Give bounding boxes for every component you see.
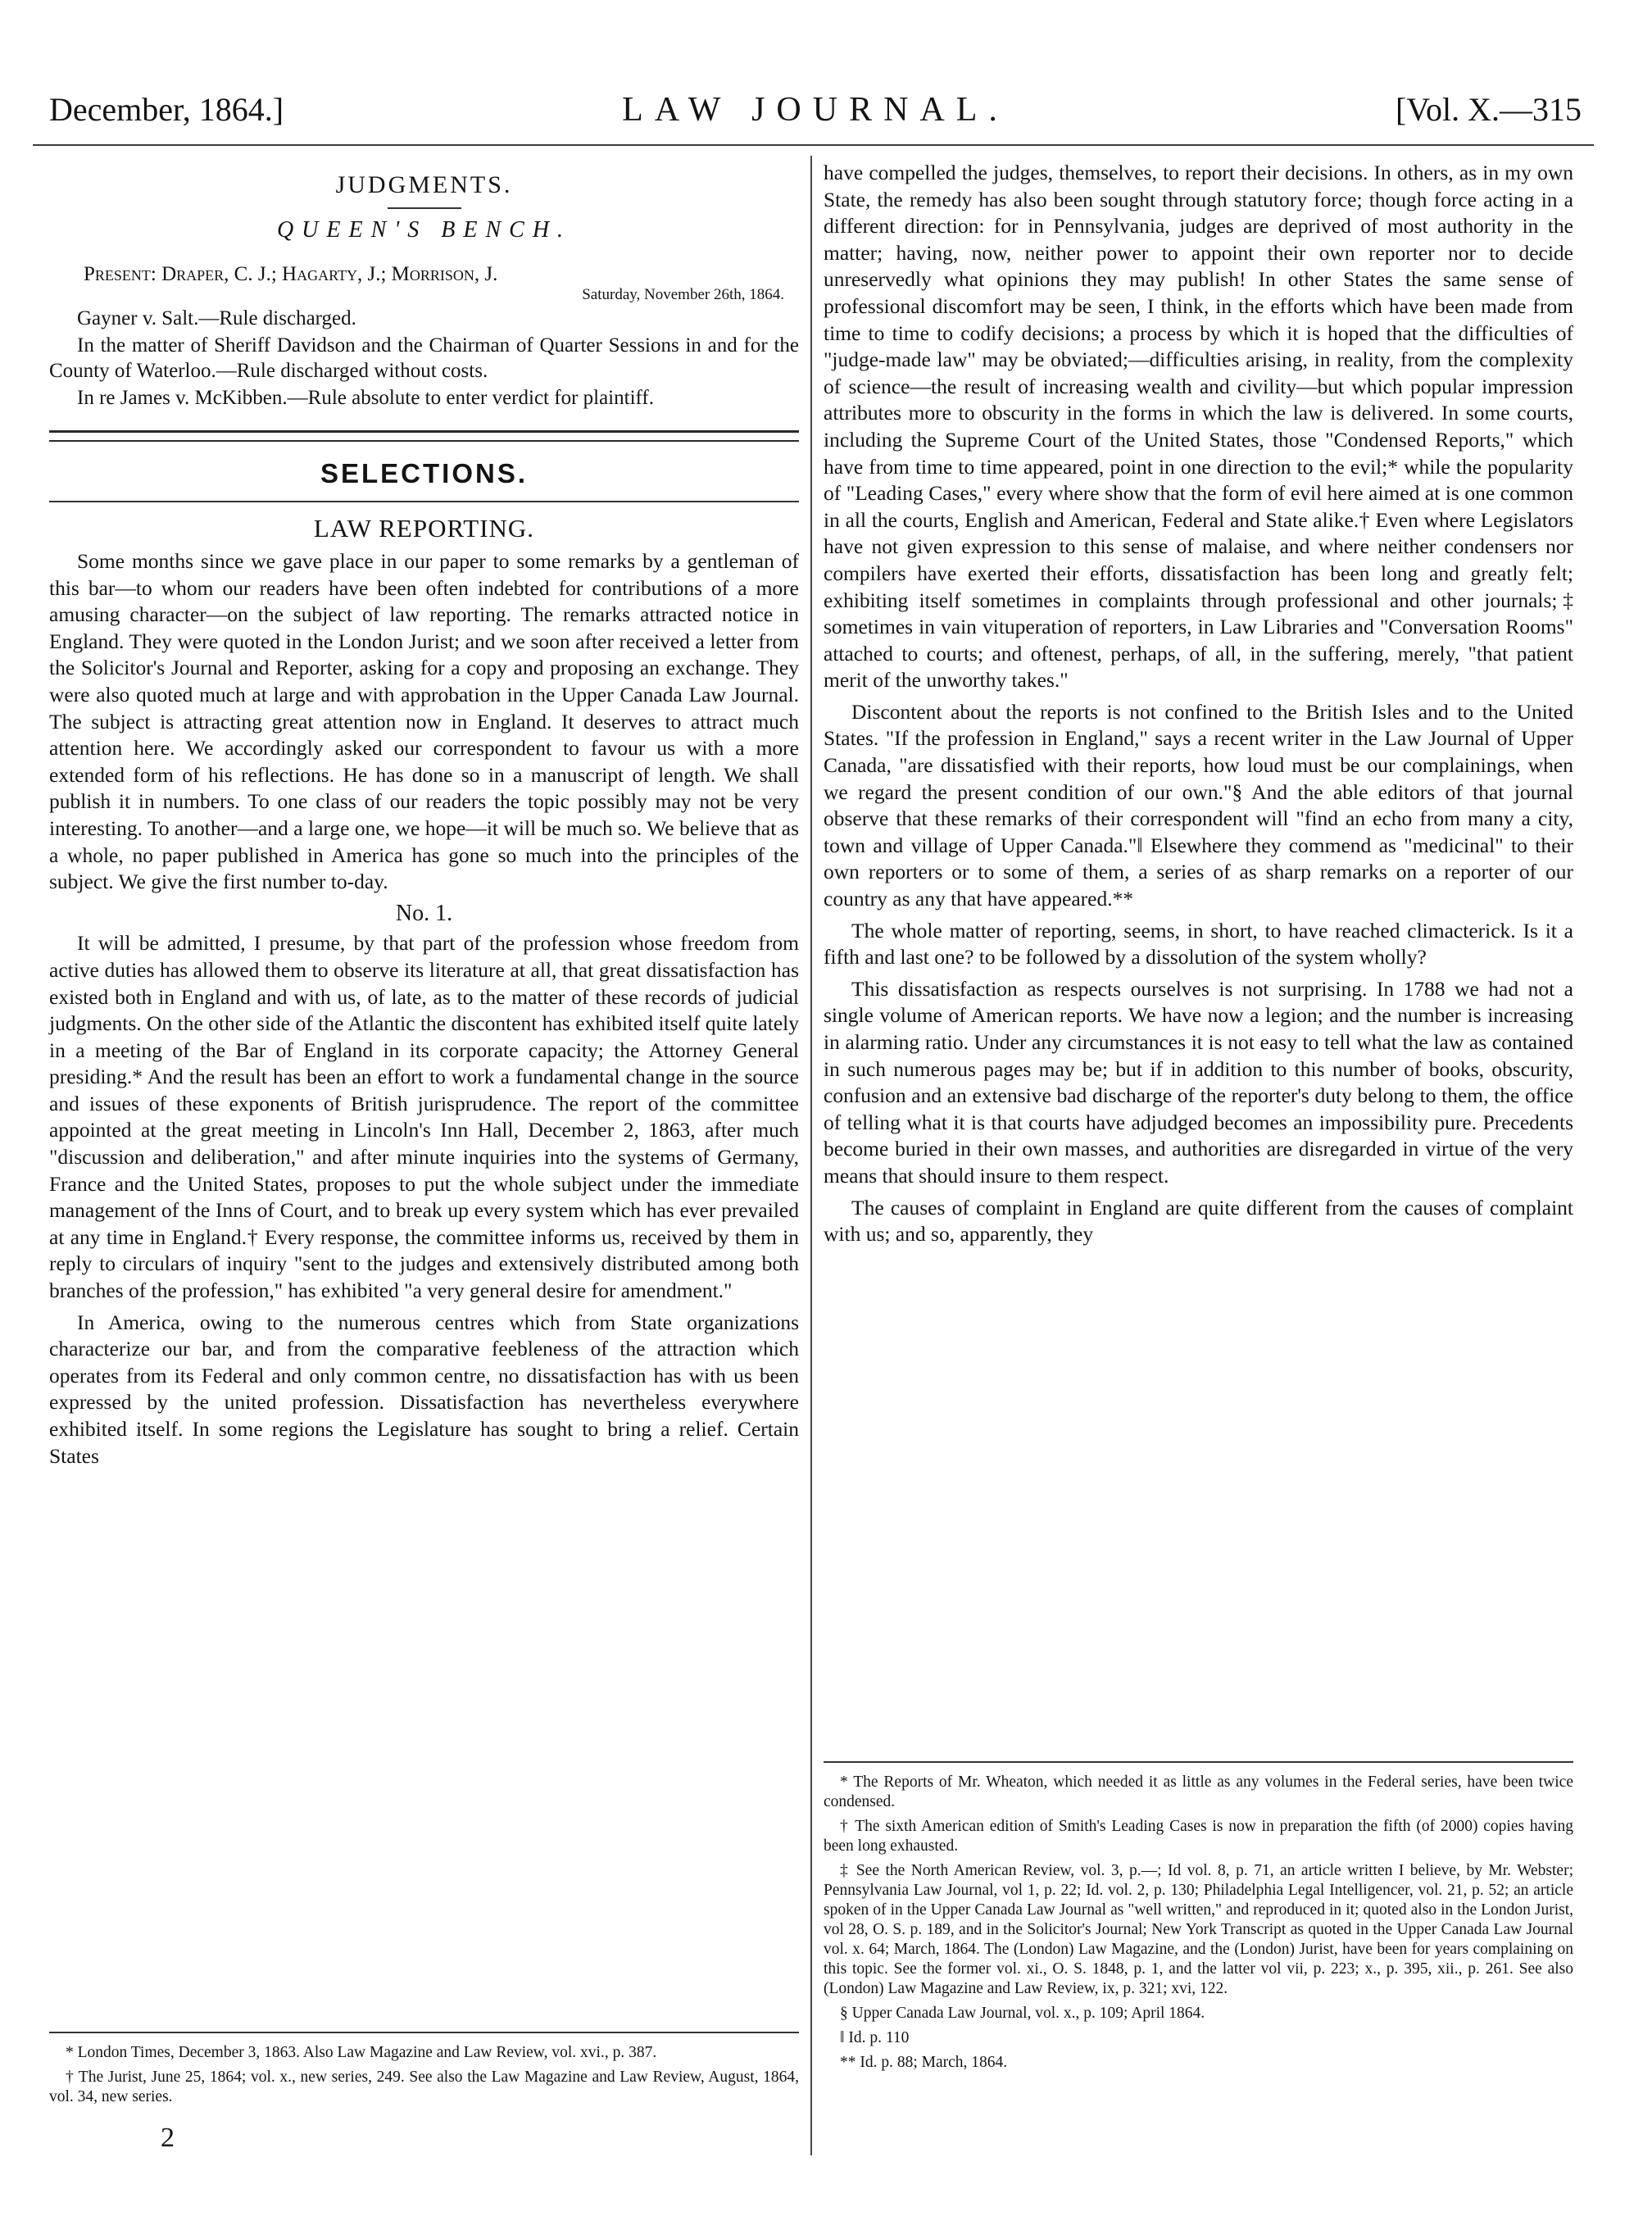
article-number: No. 1. [395,900,453,926]
body-paragraph: Discontent about the reports is not confined to the British Isles and to the United States. "If the profession in England," says a recent writer in the Law Journal of Upper Canada, "are dissatisfied with their reports, how loud must be our complainings, when we regard the present condition of our own."§ And the able editors of that journal observe that these remarks of their correspondent will "find an echo from many a city, town and village of Upper Canada."‖ Elsewhere they commend as "medicinal" to their own reporters or to some of them, a series of as sharp remarks on a reporter of our country as any that have appeared.** [824,699,1573,911]
section-double-rule [49,430,799,442]
page-number: 2 [161,2123,175,2153]
footnote: ‡ See the North American Review, vol. 3, p.—; Id vol. 8, p. 71, an article written I believe, by Mr. Webster; Pennsylvania Law Journal, vol 1, p. 22; Id. vol. 2, p. 130; Philadelphia Legal Intelligencer, vol. 21, p. 52; an article spoken of in the Upper Canada Law Journal as "well written," and reproduced in it; quoted also in the London Jurist, vol 28, O. S. p. 189, and in the Solicitor's Journal; New York Transcript as quoted in the Upper Canada Law Journal vol. x. 64; March, 1864. The (London) Law Magazine, and the (London) Jurist, have been for years complaining on this topic. See the former vol. xi., O. S. 1848, p. 1, and the latter vol vii, p. 223; x., p. 395, xii., p. 261. See also (London) Law Magazine and Law Review, ix, p. 321; xvi, 122. [824,1862,1573,1997]
footnote: ‖ Id. p. 110 [840,2029,910,2046]
selections-heading: SELECTIONS. [320,458,529,488]
header-journal-title: LAW JOURNAL. [622,91,1009,129]
column-divider [810,156,812,2155]
article-body-right [824,160,1573,1248]
footnote: ** Id. p. 88; March, 1864. [840,2054,1008,2071]
section-rule [49,501,799,502]
body-paragraph: The causes of complaint in England are quite different from the causes of complaint with us; and so, apparently, they [824,1195,1573,1247]
judgment-entry: In the matter of Sheriff Davidson and the Chairman of Quarter Sessions in and for the County of Waterloo.—Rule discharged without costs. [49,334,799,382]
judgments-heading: JUDGMENTS. [335,171,513,198]
right-column [824,160,1573,1248]
header-date: December, 1864.] [49,91,284,128]
sitting-date: Saturday, November 26th, 1864. [582,286,784,303]
body-paragraph: This dissatisfaction as respects ourselves is not surprising. In 1788 we had not a single volume of American reports. We have now a legion; and the number is increasing in alarming ratio. Under any circumstances it is not easy to tell what the law as contained in such numerous pages may be; but if in addition to this number of books, obscurity, confusion and an extensive bad discharge of the reporter's duty belong to them, the office of telling what it is that courts have adjudged becomes an impossibility pure. Precedents become buried in their own masses, and authorities are disregarded in virtue of the very means that should insure to them respect. [824,976,1573,1188]
footnotes-left [49,2020,799,2112]
page-header [49,90,1582,139]
article-body-left [49,548,799,1469]
header-volume-page: [Vol. X.—315 [1395,91,1582,128]
body-paragraph: In America, owing to the numerous centres which from State organizations characterize our bar, and from the comparative feebleness of the attraction which operates from its Federal and only common centre, no dissatisfaction has with us been expressed by the united profession. Dissatisfaction has nevertheless everywhere exhibited itself. In some regions the Legislature has sought to bring a relief. Certain States [49,1310,799,1468]
footnote: † The sixth American edition of Smith's Leading Cases is now in preparation the fifth (of 2000) copies having been long exhausted. [824,1818,1573,1855]
footnote: * The Reports of Mr. Wheaton, which needed it as little as any volumes in the Federal series, have been twice condensed. [824,1773,1573,1810]
judgment-entry: Gayner v. Salt.—Rule discharged. [77,307,356,329]
judges-present: Present: Draper, C. J.; Hagarty, J.; Morrison, J. [84,263,498,285]
footnotes-right [824,1750,1573,2078]
court-name: QUEEN'S BENCH. [276,217,572,243]
footnote-rule [824,1761,1573,1763]
footnote: * London Times, December 3, 1863. Also Law Magazine and Law Review, vol. xvi., p. 387. [66,2044,657,2061]
intro-paragraph: Some months since we gave place in our paper to some remarks by a gentleman of this bar—to whom our readers have been often indebted for contributions of a more amusing character—on the subject of law reporting. The remarks attracted notice in England. They were quoted in the London Jurist; and we soon after received a letter from the Solicitor's Journal and Reporter, asking for a copy and proposing an exchange. They were also quoted much at large and with approbation in the Upper Canada Law Journal. The subject is attracting great attention now in England. It deserves to attract much attention here. We accordingly asked our correspondent to favour us with a more extended form of his reflections. He has done so in a manuscript of length. We shall publish it in numbers. To one class of our readers the topic possibly may not be very interesting. To another—and a large one, we hope—it will be much so. We believe that as a whole, no paper published in America has gone so much into the principles of the subject. We give the first number to-day. [49,549,799,894]
body-paragraph: The whole matter of reporting, seems, in short, to have reached climacterick. Is it a fifth and last one? to be followed by a dissolution of the system wholly? [824,918,1573,970]
body-paragraph: have compelled the judges, themselves, to report their decisions. In others, as in my own State, the remedy has also been sought through statutory force; though force acting in a different direction: for in Pennsylvania, judges are deprived of most authority in the matter; having, now, neither power to appoint their own reporter nor to decide unreservedly what opinions they may publish! In other States the same sense of professional discomfort may be seen, I think, in the efforts which have been made from time to time to codify decisions; a process by which it is hoped that the difficulties of "judge-made law" may be obviated;—difficulties arising, in reality, from the complexity of science—the result of increasing wealth and civility—but which popular impression attributes more to obscurity in the forms in which the law is delivered. In some courts, including the Supreme Court of the United States, those "Condensed Reports," which have from time to time appeared, point in one direction to the evil;* while the popularity of "Leading Cases," every where show that the form of evil here aimed at is one common in all the courts, English and American, Federal and State alike.† Even where Legislators have not given expression to this sense of malaise, and where neither condensers nor compilers have exerted their efforts, dissatisfaction has been long and greatly felt; exhibiting itself sometimes in complaints through professional and other journals;‡ sometimes in vain vituperation of reporters, in Law Libraries and "Conversation Rooms" attached to courts; and oftenest, perhaps, of all, in the suffering, merely, "that patient merit of the unworthy takes." [824,161,1573,693]
header-rule [33,144,1594,146]
judgment-entry: In re James v. McKibben.—Rule absolute to enter verdict for plaintiff. [77,387,654,409]
footnote: § Upper Canada Law Journal, vol. x., p. 109; April 1864. [840,2005,1205,2022]
body-paragraph: It will be admitted, I presume, by that part of the profession whose freedom from active duties has allowed them to observe its literature at all, that great dissatisfaction has existed both in England and with us, of late, as to the matter of these records of judicial judgments. On the other side of the Atlantic the discontent has exhibited itself quite lately in a meeting of the Bar of England in its corporate capacity; the Attorney General presiding.* And the result has been an effort to work a fundamental change in the source and issues of these exponents of British jurisprudence. The report of the committee appointed at the great meeting in Lincoln's Inn Hall, December 2, 1863, after much "discussion and deliberation," and after minute inquiries into the systems of Germany, France and the United States, proposes to put the whole subject under the immediate management of the Inns of Court, and to break up every system which has ever prevailed at any time in England.† Every response, the committee informs us, received by them in reply to circulars of inquiry "sent to the judges and extensively distributed among both branches of the profession," has exhibited "a very general desire for amendment." [49,931,799,1303]
article-title: LAW REPORTING. [313,514,535,543]
footnote: † The Jurist, June 25, 1864; vol. x., new series, 249. See also the Law Magazine and Law Review, August, 1864, vol. 34, new series. [49,2069,799,2105]
short-rule [388,207,461,209]
footnote-rule [49,2032,799,2033]
left-column [49,160,799,1469]
